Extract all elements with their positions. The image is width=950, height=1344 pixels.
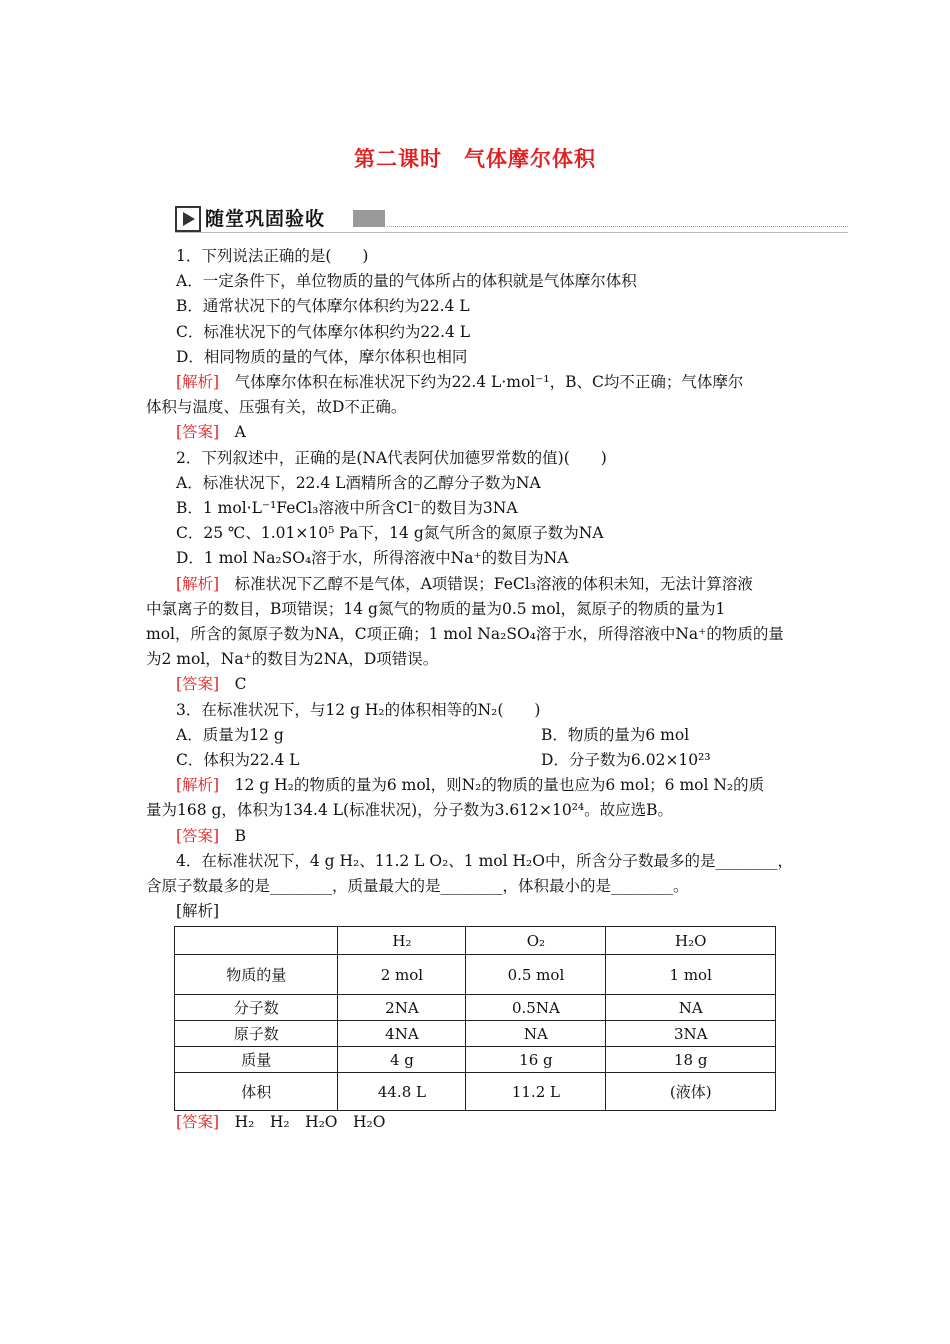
text-line	[146, 546, 812, 571]
table-row	[175, 1073, 776, 1111]
table-cell: NA	[606, 995, 776, 1021]
table-row	[175, 1047, 776, 1073]
line-text: A．一定条件下，单位物质的量的气体所占的体积就是气体摩尔体积	[176, 272, 637, 291]
text-line	[146, 395, 812, 420]
bracket-label: [解析]	[176, 373, 220, 392]
table-row	[175, 995, 776, 1021]
line-text: 体积与温度、压强有关，故D不正确。	[146, 398, 407, 417]
option-text: C．体积为22.4 L	[176, 751, 300, 770]
line-text: B．通常状况下的气体摩尔体积约为22.4 L	[176, 297, 470, 316]
table-cell: 44.8 L	[338, 1073, 466, 1111]
line-text: 标准状况下乙醇不是气体，A项错误；FeCl₃溶液的体积未知，无法计算溶液	[219, 574, 753, 593]
line-text: 12 g H₂的物质的量为6 mol，则N₂的物质的量也应为6 mol；6 mol N₂的质	[219, 776, 765, 795]
table-cell: 体积	[175, 1073, 338, 1111]
comparison-table	[174, 926, 776, 1111]
text-line	[146, 345, 812, 370]
bracket-label: [答案]	[176, 826, 220, 845]
line-text: 2．下列叙述中，正确的是(NA代表阿伏加德罗常数的值)( )	[176, 448, 607, 467]
bracket-label: [解析]	[176, 574, 220, 593]
answer-text: H₂ H₂ H₂O H₂O	[219, 1113, 386, 1131]
text-line	[146, 647, 812, 672]
table-cell: 2 mol	[338, 955, 466, 995]
table-cell: 分子数	[175, 995, 338, 1021]
table-cell: NA	[466, 1021, 606, 1047]
play-arrow-icon	[175, 206, 201, 232]
bracket-label: [答案]	[176, 675, 220, 694]
text-line	[146, 698, 812, 723]
section-rule-dotted	[387, 226, 848, 227]
text-line	[146, 622, 812, 647]
line-text: 量为168 g，体积为134.4 L(标准状况)，分子数为3.612×10²⁴。故应选B。	[146, 801, 674, 820]
table-cell	[175, 927, 338, 955]
line-text: 含原子数最多的是________，质量最大的是________，体积最小的是________。	[146, 877, 689, 896]
table-cell: (液体)	[606, 1073, 776, 1111]
table-cell: 物质的量	[175, 955, 338, 995]
line-text: 中氯离子的数目，B项错误；14 g氮气的物质的量为0.5 mol，氮原子的物质的量为1	[146, 599, 726, 618]
option-text: D．分子数为6.02×10²³	[541, 751, 711, 770]
table-cell: O₂	[466, 927, 606, 955]
line-text: C	[219, 675, 247, 694]
option-row	[146, 723, 812, 748]
text-line	[146, 320, 812, 345]
text-line	[146, 874, 812, 899]
section-title: 随堂巩固验收	[205, 208, 326, 230]
final-answer	[176, 1110, 385, 1135]
line-text: A．标准状况下，22.4 L酒精所含的乙醇分子数为NA	[176, 473, 541, 492]
table-row	[175, 1021, 776, 1047]
table-cell: 1 mol	[606, 955, 776, 995]
text-line	[146, 798, 812, 823]
option-text: B．物质的量为6 mol	[541, 725, 690, 744]
table-cell: 4NA	[338, 1021, 466, 1047]
text-line	[146, 269, 812, 294]
table-cell: 4 g	[338, 1047, 466, 1073]
table-cell: H₂	[338, 927, 466, 955]
table-header-row	[175, 927, 776, 955]
line-text: mol，所含的氮原子数为NA，C项正确；1 mol Na₂SO₄溶于水，所得溶液中Na⁺的物质的量	[146, 625, 784, 644]
analysis-line	[146, 672, 812, 697]
table-cell: 质量	[175, 1047, 338, 1073]
section-decor-block	[353, 210, 385, 227]
analysis-line	[146, 370, 812, 395]
table-cell: 0.5 mol	[466, 955, 606, 995]
bracket-label: [答案]	[176, 423, 220, 442]
text-line	[146, 849, 812, 874]
document-body	[146, 244, 812, 924]
text-line	[146, 446, 812, 471]
line-text: A	[219, 423, 246, 442]
table-cell: 11.2 L	[466, 1073, 606, 1111]
text-line	[146, 294, 812, 319]
line-text: [解析]	[176, 902, 220, 921]
option-text: A．质量为12 g	[176, 725, 284, 744]
table-cell: 18 g	[606, 1047, 776, 1073]
analysis-line	[146, 420, 812, 445]
text-line	[146, 244, 812, 269]
table-row	[175, 955, 776, 995]
table-cell: 原子数	[175, 1021, 338, 1047]
line-text: 3．在标准状况下，与12 g H₂的体积相等的N₂( )	[176, 700, 541, 719]
line-text: C．25 ℃、1.01×10⁵ Pa下，14 g氮气所含的氮原子数为NA	[176, 524, 604, 543]
text-line	[146, 496, 812, 521]
table-cell: 16 g	[466, 1047, 606, 1073]
line-text: D．1 mol Na₂SO₄溶于水，所得溶液中Na⁺的数目为NA	[176, 549, 569, 568]
analysis-line	[146, 773, 812, 798]
bracket-label: [解析]	[176, 776, 220, 795]
table-cell: 0.5NA	[466, 995, 606, 1021]
line-text: 气体摩尔体积在标准状况下约为22.4 L·mol⁻¹，B、C均不正确；气体摩尔	[219, 373, 744, 392]
table-cell: 2NA	[338, 995, 466, 1021]
text-line	[146, 471, 812, 496]
line-text: 4．在标准状况下，4 g H₂、11.2 L O₂、1 mol H₂O中，所含分子数最多的是________，	[176, 851, 793, 870]
section-rule	[175, 232, 848, 233]
line-text: D．相同物质的量的气体，摩尔体积也相同	[176, 347, 468, 366]
analysis-line	[146, 824, 812, 849]
line-text: 1．下列说法正确的是( )	[176, 247, 369, 265]
table-cell: 3NA	[606, 1021, 776, 1047]
text-line	[146, 899, 812, 924]
text-line	[146, 597, 812, 622]
line-text: B．1 mol·L⁻¹FeCl₃溶液中所含Cl⁻的数目为3NA	[176, 499, 518, 518]
section-header	[175, 203, 848, 233]
line-text: B	[219, 826, 246, 845]
answer-label: [答案]	[176, 1113, 220, 1131]
text-line	[146, 521, 812, 546]
option-row	[146, 748, 812, 773]
page-title: 第二课时 气体摩尔体积	[354, 147, 596, 171]
line-text: C．标准状况下的气体摩尔体积约为22.4 L	[176, 322, 471, 341]
analysis-line	[146, 572, 812, 597]
table-cell: H₂O	[606, 927, 776, 955]
line-text: 为2 mol，Na⁺的数目为2NA，D项错误。	[146, 650, 439, 669]
